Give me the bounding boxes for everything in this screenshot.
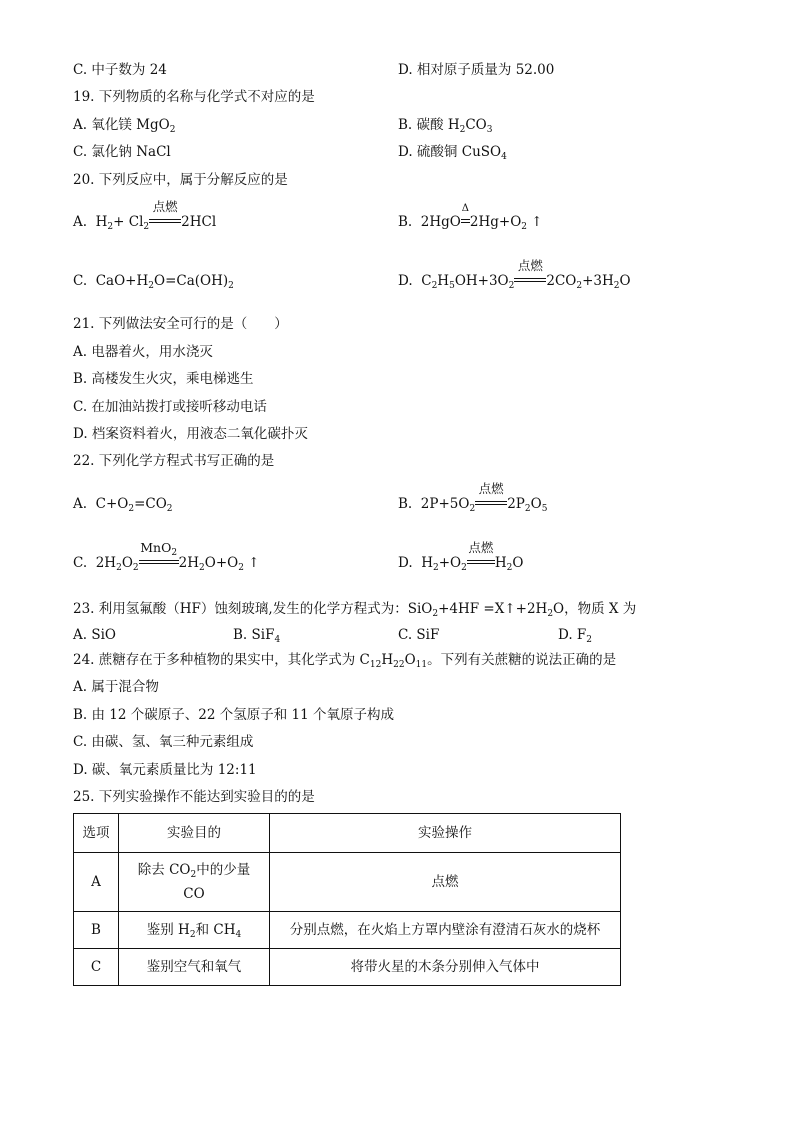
q19-d-label: D. 硫酸铜 (398, 144, 458, 160)
q23-option-c: C. SiF (398, 627, 440, 643)
q23-stem-mid: +4HF =X↑+2H (438, 601, 548, 617)
q22-option-d: D. $H_2+O_2$ 点燃 $H_2O$ (398, 540, 524, 573)
q22-option-a: A. $C+O_2=CO_2$ (73, 496, 173, 514)
header-operation: 实验操作 (270, 814, 621, 853)
q23-option-d: D. $F_2$ (558, 627, 593, 645)
q24-stem: 24. 蔗糖存在于多种植物的果实中，其化学式为 $C_{12}H_{22}O_{11}$。下列有关蔗糖的说法正确的是 (73, 652, 617, 670)
q22-a-prefix: A. (73, 496, 88, 512)
q20-option-b: B. 2HgO Δ $2Hg+O_2$ ↑ (398, 213, 543, 231)
row-a-operation: 点燃 (270, 853, 621, 912)
q19-b-f2: CO (465, 117, 487, 133)
q22-c-catalyst: MnO (140, 540, 172, 555)
q22-c-arrow (139, 540, 179, 572)
q20-option-d: D. $C_2H_5OH+3O_2$ 点燃 $2CO_2+3H_2O$ (398, 258, 631, 291)
q22-d-arrow (467, 540, 495, 572)
table-row (74, 949, 621, 986)
q22-b-arrow (475, 481, 507, 513)
q24-option-d: D. 碳、氧元素质量比为 12:11 (73, 762, 257, 778)
q23-d-text: D. F (558, 627, 587, 643)
q19-a-formula: MgO (136, 117, 170, 133)
experiment-table (73, 813, 621, 986)
row-b-option: B (74, 912, 119, 949)
q22-d-condition: 点燃 (468, 540, 494, 555)
row-b-goal-mid: 和 CH (195, 922, 236, 938)
q19-option-c: C. 氯化钠 NaCl (73, 144, 171, 160)
q20-a-condition: 点燃 (152, 199, 178, 214)
q19-option-b (398, 116, 492, 134)
q22-c-condition: MnO$_2$ (140, 540, 178, 558)
q24-sub-o: 11 (415, 660, 428, 670)
q24-option-b: B. 由 12 个碳原子、22 个氢原子和 11 个氧原子构成 (73, 707, 394, 723)
q22-b-condition: 点燃 (478, 481, 504, 496)
q19-stem: 19. 下列物质的名称与化学式不对应的是 (73, 89, 315, 105)
q22-d-prefix: D. (398, 555, 413, 571)
row-c-option: C (74, 949, 119, 986)
q22-stem: 22. 下列化学方程式书写正确的是 (73, 453, 275, 469)
row-c-goal: 鉴别空气和氧气 (119, 949, 270, 986)
q22-b-prefix: B. (398, 496, 413, 512)
q23-option-b: B. SiF$_4$ (233, 627, 281, 645)
q20-a-prefix: A. (73, 214, 88, 230)
q20-a-arrow (149, 199, 181, 231)
q20-stem: 20. 下列反应中，属于分解反应的是 (73, 172, 288, 188)
q24-sub-h: 22 (393, 660, 405, 670)
q23-stem: 23. 利用氢氟酸（HF）蚀刻玻璃,发生的化学方程式为：$SiO_2+4HF =X↑+2H_2O$，物质 X 为 (73, 601, 637, 619)
q24-stem-pre: 24. 蔗糖存在于多种植物的果实中，其化学式为 C (73, 652, 370, 668)
q20-option-c: C. $CaO+H_2O=Ca(OH)_2$ (73, 273, 234, 291)
q19-a-label: A. 氧化镁 (73, 117, 132, 133)
q19-b-s2: 3 (486, 125, 493, 135)
q19-option-d (398, 143, 507, 161)
q19-option-a (73, 116, 175, 134)
q24-sub-c: 12 (369, 660, 382, 670)
q24-option-a: A. 属于混合物 (73, 679, 159, 695)
q19-d-formula: CuSO (461, 144, 502, 160)
q19-a-sub: 2 (169, 125, 176, 135)
q21-option-c: C. 在加油站拨打或接听移动电话 (73, 399, 267, 415)
q20-option-a: A. $H_2+ Cl_2$ 点燃 2HCl (73, 199, 217, 232)
q20-d-prefix: D. (398, 273, 413, 289)
q20-d-condition: 点燃 (517, 258, 543, 273)
header-goal: 实验目的 (119, 814, 270, 853)
q20-d-arrow (514, 258, 546, 290)
table-row (74, 853, 621, 912)
row-b-goal-pre: 鉴别 H (146, 922, 190, 938)
q20-c-prefix: C. (73, 273, 88, 289)
q25-stem: 25. 下列实验操作不能达到实验目的的是 (73, 789, 315, 805)
q21-option-a: A. 电器着火，用水浇灭 (73, 344, 213, 360)
q19-d-sub: 4 (501, 152, 507, 162)
row-b-goal: 鉴别 $H_2$和 $CH_4$ (119, 912, 270, 949)
q23-stem-pre: 23. 利用氢氟酸（HF）蚀刻玻璃,发生的化学方程式为：SiO (73, 601, 433, 617)
q23-b-text: B. SiF (233, 627, 275, 643)
row-a-goal-pre: 除去 CO (137, 862, 191, 878)
q20-b-prefix: B. (398, 214, 413, 230)
row-a-goal: 除去 $CO_2$中的少量 CO (119, 853, 270, 912)
table-header-row (74, 814, 621, 853)
row-a-goal-post: 中的少量 (196, 862, 251, 878)
q23-stem-post: O，物质 X 为 (553, 601, 637, 617)
q19-b-label: B. 碳酸 (398, 117, 444, 133)
q21-stem: 21. 下列做法安全可行的是（ ） (73, 316, 288, 332)
header-option: 选项 (74, 814, 119, 853)
q22-c-prefix: C. (73, 555, 88, 571)
q21-option-b: B. 高楼发生火灾，乘电梯逃生 (73, 371, 254, 387)
row-a-option: A (74, 853, 119, 912)
table-row (74, 912, 621, 949)
q23-option-a: A. SiO (73, 627, 116, 643)
q22-option-b: B. $2P+5O_2$ 点燃 $2P_2O_5$ (398, 481, 548, 514)
q20-b-arrow (461, 203, 470, 231)
q19-b-f1: H (447, 117, 460, 133)
q24-stem-post: 。下列有关蔗糖的说法正确的是 (427, 652, 617, 668)
q18-option-d: D. 相对原子质量为 52.00 (398, 62, 555, 78)
q19-b-s1: 2 (459, 125, 466, 135)
q21-option-d: D. 档案资料着火，用液态二氧化碳扑灭 (73, 426, 308, 442)
row-b-operation: 分别点燃，在火焰上方罩内壁涂有澄清石灰水的烧杯 (270, 912, 621, 949)
q20-b-condition: Δ (461, 203, 469, 214)
row-c-operation: 将带火星的木条分别伸入气体中 (270, 949, 621, 986)
q18-option-c: C. 中子数为 24 (73, 62, 167, 78)
row-a-goal-line2: CO (183, 886, 205, 902)
q22-option-c: C. $2H_2O_2$ MnO$_2$ $2H_2O+O_2$ ↑ (73, 540, 260, 573)
q24-option-c: C. 由碳、氢、氧三种元素组成 (73, 734, 254, 750)
